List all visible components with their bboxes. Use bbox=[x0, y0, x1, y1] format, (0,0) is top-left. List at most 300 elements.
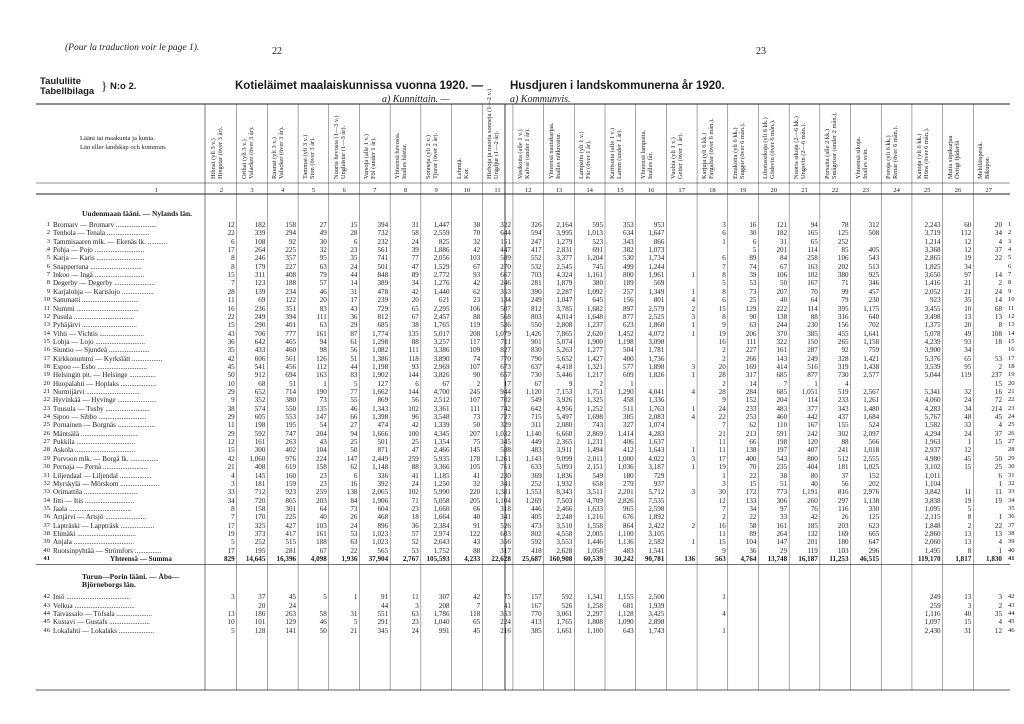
data-cell: 66 bbox=[350, 413, 358, 422]
data-cell: 34 bbox=[749, 504, 757, 513]
data-cell: 2 bbox=[599, 379, 603, 388]
data-cell: 37 bbox=[994, 246, 1002, 255]
table-row bbox=[0, 488, 1024, 496]
data-cell: 513 bbox=[868, 262, 880, 271]
data-cell: 400 bbox=[745, 454, 757, 463]
data-cell: 63 bbox=[319, 321, 327, 330]
data-cell: 244 bbox=[776, 321, 788, 330]
table-row bbox=[0, 221, 1024, 229]
data-cell: 712 bbox=[254, 488, 266, 497]
column-header: Tammat (yli 3 v.) Ston (över 3 år). bbox=[302, 134, 317, 179]
data-cell: 609 bbox=[623, 371, 634, 380]
data-cell: 42 bbox=[411, 287, 419, 296]
data-cell: 1,765 bbox=[556, 618, 573, 627]
data-cell: 10 bbox=[227, 379, 235, 388]
data-cell: 23 bbox=[350, 246, 358, 255]
data-cell: 499 bbox=[623, 262, 634, 271]
data-cell: 1,963 bbox=[924, 438, 941, 447]
data-cell: 291 bbox=[377, 618, 389, 627]
data-cell: 50 bbox=[994, 454, 1002, 463]
data-cell: 234 bbox=[285, 287, 297, 296]
data-cell: 1,138 bbox=[863, 496, 880, 505]
data-cell: 412 bbox=[623, 446, 634, 455]
data-cell: 561 bbox=[285, 354, 297, 363]
data-cell: 112 bbox=[960, 229, 972, 238]
data-cell: 14 bbox=[350, 279, 358, 288]
data-cell: 319 bbox=[837, 362, 849, 371]
data-cell: 135 bbox=[316, 404, 327, 413]
data-cell: 90 bbox=[473, 371, 481, 380]
data-cell: 281 bbox=[530, 279, 542, 288]
data-cell: 129 bbox=[745, 304, 757, 313]
column-number: 12 bbox=[524, 187, 532, 194]
table-row bbox=[0, 610, 1024, 618]
data-cell: 129 bbox=[285, 618, 297, 627]
data-cell: 67 bbox=[534, 379, 542, 388]
row-number-right: 33 bbox=[1008, 488, 1015, 496]
municipality-name: Vihti — Vichtis ......................... bbox=[53, 329, 144, 338]
data-cell: 3,511 bbox=[587, 488, 603, 497]
data-cell: 1,136 bbox=[617, 538, 634, 547]
data-cell: 72 bbox=[994, 396, 1002, 405]
data-cell: 77 bbox=[350, 388, 358, 396]
data-cell: 37 bbox=[994, 429, 1002, 438]
data-cell: 761 bbox=[500, 463, 511, 472]
municipality-name: Iitti — Itis ............................ bbox=[53, 496, 135, 505]
data-cell: 5 bbox=[353, 379, 358, 388]
data-cell: 163 bbox=[807, 262, 818, 271]
table-row bbox=[0, 455, 1024, 463]
municipality-name: Huopalahti — Hoplaks .................... bbox=[53, 379, 157, 388]
data-cell: 483 bbox=[776, 404, 788, 413]
data-cell: 259 bbox=[316, 488, 327, 497]
data-cell: 15 bbox=[749, 479, 757, 488]
data-cell: 380 bbox=[837, 271, 849, 280]
data-cell: 74 bbox=[749, 262, 757, 271]
data-cell: 249 bbox=[530, 296, 542, 305]
data-cell: 52 bbox=[411, 538, 419, 547]
data-cell: 330 bbox=[868, 504, 880, 513]
data-cell: 53 bbox=[994, 354, 1002, 363]
data-cell: 5 bbox=[231, 626, 235, 635]
data-cell: 4 bbox=[691, 296, 696, 305]
data-cell: 561 bbox=[377, 246, 389, 255]
row-number-right: 26 bbox=[1008, 429, 1015, 437]
data-cell: 67 bbox=[780, 262, 788, 271]
data-cell: 4,558 bbox=[556, 529, 573, 538]
data-cell: 1,421 bbox=[863, 354, 880, 363]
data-cell: 1,643 bbox=[648, 446, 665, 455]
data-cell: 691 bbox=[592, 246, 603, 255]
data-cell: 12 bbox=[994, 626, 1002, 635]
data-cell: 188 bbox=[285, 279, 297, 288]
data-cell: 483 bbox=[623, 546, 634, 555]
data-cell: 2,628 bbox=[556, 546, 573, 555]
data-cell: 2,052 bbox=[924, 287, 941, 296]
data-cell: 3,553 bbox=[556, 538, 573, 547]
data-cell: 63 bbox=[411, 610, 419, 619]
data-cell: 4,700 bbox=[433, 388, 450, 396]
data-cell: 2 bbox=[722, 354, 726, 363]
row-number-right: 21 bbox=[1008, 388, 1015, 395]
row-number-right: 41 bbox=[1008, 555, 1015, 562]
row-number-right: 12 bbox=[1008, 312, 1015, 320]
data-cell: 382 bbox=[623, 246, 634, 255]
data-cell: 3,098 bbox=[648, 337, 665, 346]
data-cell: 227 bbox=[745, 346, 757, 355]
row-number-right: 28 bbox=[1008, 446, 1015, 454]
data-cell: 385 bbox=[623, 413, 634, 422]
data-cell: 1,898 bbox=[648, 362, 665, 371]
row-number-right: 30 bbox=[1008, 463, 1015, 471]
data-cell: 15 bbox=[964, 618, 972, 627]
data-cell: 15 bbox=[718, 538, 726, 547]
data-cell: 3,455 bbox=[924, 304, 941, 313]
municipality-name: Jaala ................................... bbox=[53, 504, 132, 513]
data-cell: 427 bbox=[285, 521, 297, 530]
data-cell: 84 bbox=[350, 496, 358, 505]
table-row bbox=[0, 480, 1024, 488]
data-cell: 3,995 bbox=[556, 229, 573, 238]
row-number: 18 bbox=[43, 362, 50, 370]
data-cell: 20 bbox=[994, 221, 1002, 229]
data-cell: 658 bbox=[592, 479, 603, 488]
data-cell: 2 bbox=[691, 521, 696, 530]
data-cell: 36 bbox=[227, 337, 235, 346]
municipality-name: Helsingin pit. — Helsinge ............... bbox=[53, 371, 156, 380]
data-cell: 46 bbox=[319, 618, 327, 627]
data-cell: 125 bbox=[868, 513, 880, 522]
stub-header-sv: Län eller landskap och kommun. bbox=[80, 144, 167, 151]
data-cell: 1,161 bbox=[587, 271, 603, 280]
data-cell: 1,736 bbox=[648, 354, 665, 363]
row-number-right: 32 bbox=[1008, 479, 1015, 487]
data-cell: 42 bbox=[411, 421, 419, 430]
data-cell: 22 bbox=[749, 513, 757, 522]
column-number: 27 bbox=[985, 187, 992, 194]
data-cell: 7 bbox=[722, 504, 726, 513]
data-cell: 1,032 bbox=[494, 429, 511, 438]
table-row bbox=[0, 305, 1024, 313]
data-cell: 204 bbox=[776, 396, 788, 405]
data-cell: 449 bbox=[530, 438, 542, 447]
data-cell: 1,743 bbox=[648, 626, 665, 635]
data-cell: 73 bbox=[350, 504, 358, 513]
data-cell: 78 bbox=[841, 221, 849, 229]
data-cell: 4 bbox=[691, 413, 696, 422]
data-cell: 2 bbox=[722, 346, 726, 355]
data-cell: 3,911 bbox=[556, 446, 573, 455]
data-cell: 1,051 bbox=[801, 388, 818, 396]
data-cell: 345 bbox=[500, 438, 511, 447]
table-row bbox=[0, 396, 1024, 404]
row-number: 29 bbox=[43, 454, 50, 462]
data-cell: 1 bbox=[691, 287, 696, 296]
data-cell: 592 bbox=[561, 593, 573, 602]
municipality-name: Lohja — Lojo ............................ bbox=[53, 337, 146, 346]
data-cell: 1,013 bbox=[587, 229, 603, 238]
data-cell: 2,430 bbox=[924, 626, 941, 635]
data-cell: 1,298 bbox=[372, 337, 389, 346]
row-number-right: 4 bbox=[1008, 246, 1012, 254]
data-cell: 7,153 bbox=[556, 388, 573, 396]
data-cell: 55 bbox=[350, 396, 358, 405]
data-cell: 1,808 bbox=[587, 618, 603, 627]
data-cell: 7,865 bbox=[556, 329, 573, 338]
municipality-name: Pusula .................................. bbox=[53, 312, 134, 321]
data-cell: 1,158 bbox=[863, 337, 880, 346]
data-cell: 405 bbox=[530, 513, 542, 522]
municipality-name: Pornainen — Borgnäs ..................... bbox=[53, 421, 155, 430]
data-cell: 17 bbox=[227, 546, 235, 555]
data-cell: 1,892 bbox=[648, 513, 665, 522]
table-row bbox=[0, 330, 1024, 338]
data-cell: 1,079 bbox=[494, 329, 511, 338]
data-cell: 128 bbox=[254, 626, 266, 635]
data-cell: 1,932 bbox=[556, 479, 573, 488]
data-cell: 2,466 bbox=[433, 446, 450, 455]
data-cell: 190 bbox=[316, 388, 327, 396]
table-row bbox=[0, 313, 1024, 321]
row-number-right: 23 bbox=[1008, 404, 1015, 412]
column-number: 15 bbox=[617, 187, 624, 194]
data-cell: 3 bbox=[691, 362, 696, 371]
data-cell: 40 bbox=[780, 296, 788, 305]
data-cell: 252 bbox=[530, 479, 542, 488]
data-cell: 23 bbox=[473, 296, 481, 305]
data-cell: 871 bbox=[377, 446, 389, 455]
data-cell: 47 bbox=[411, 446, 419, 455]
data-cell: 4 bbox=[998, 538, 1002, 547]
data-cell: 2,287 bbox=[556, 287, 573, 296]
data-cell: 2,295 bbox=[433, 304, 450, 313]
data-cell: 64 bbox=[319, 504, 327, 513]
data-cell: 385 bbox=[530, 626, 542, 635]
data-cell: 36 bbox=[350, 312, 358, 321]
data-cell: 20 bbox=[718, 362, 726, 371]
data-cell: 577 bbox=[623, 362, 634, 371]
data-cell: 1,279 bbox=[556, 237, 573, 246]
data-cell: 33 bbox=[227, 488, 235, 497]
data-cell: 1 bbox=[722, 471, 726, 480]
table-row bbox=[0, 421, 1024, 429]
data-cell: 1,011 bbox=[924, 471, 941, 480]
data-cell: 15 bbox=[718, 304, 726, 313]
data-cell: 60 bbox=[964, 221, 972, 229]
municipality-name: Nummi ................................... bbox=[53, 304, 139, 313]
data-cell: 8 bbox=[967, 546, 972, 555]
data-cell: 460 bbox=[285, 346, 297, 355]
data-cell: 270 bbox=[500, 262, 511, 271]
data-cell: 34 bbox=[411, 279, 419, 288]
data-cell: 591 bbox=[776, 429, 788, 438]
municipality-name: Artjärvi — Artsjö ....................... bbox=[53, 513, 147, 522]
data-cell: 253 bbox=[745, 413, 757, 422]
data-cell: 42 bbox=[810, 513, 818, 522]
data-cell: 3,719 bbox=[924, 229, 941, 238]
data-cell: 76 bbox=[810, 504, 818, 513]
data-cell: 15 bbox=[350, 221, 358, 229]
data-cell: 812 bbox=[377, 312, 389, 321]
row-number: 46 bbox=[43, 626, 50, 634]
data-cell: 1,277 bbox=[587, 346, 603, 355]
data-cell: 2,080 bbox=[556, 421, 573, 430]
data-cell: 4,324 bbox=[556, 271, 573, 280]
data-cell: 32 bbox=[473, 479, 481, 488]
data-cell: 1,751 bbox=[587, 388, 603, 396]
data-cell: 1,830 bbox=[986, 555, 1002, 563]
data-cell: 1,023 bbox=[372, 538, 389, 547]
data-cell: 14 bbox=[994, 296, 1002, 305]
data-cell: 4,022 bbox=[648, 454, 665, 463]
data-cell: 1,848 bbox=[924, 521, 941, 530]
translation-note: (Pour la traduction voir le page 1). bbox=[65, 43, 200, 53]
data-cell: 1,698 bbox=[587, 413, 603, 422]
data-cell: 99 bbox=[841, 287, 849, 296]
table-row bbox=[0, 522, 1024, 530]
data-cell: 1,664 bbox=[433, 513, 450, 522]
data-cell: 28 bbox=[350, 229, 358, 238]
data-cell: 7 bbox=[231, 279, 235, 288]
row-number: 10 bbox=[43, 296, 50, 304]
data-cell: 623 bbox=[868, 521, 880, 530]
data-cell: 2,512 bbox=[433, 396, 450, 405]
data-cell: 126 bbox=[316, 354, 327, 363]
data-cell: 103 bbox=[469, 254, 481, 263]
data-cell: 657 bbox=[500, 371, 511, 380]
data-cell: 79 bbox=[319, 271, 327, 280]
data-cell: 1,354 bbox=[433, 438, 450, 447]
data-cell: 4,014 bbox=[556, 312, 573, 321]
data-cell: 1,276 bbox=[433, 279, 450, 288]
data-cell: 156 bbox=[623, 296, 634, 305]
data-cell: 13 bbox=[994, 529, 1002, 538]
data-cell: 642 bbox=[254, 337, 266, 346]
data-cell: 236 bbox=[254, 304, 266, 313]
section-title: Turun—Porin lääni. — Åbo—Björneborgs län. bbox=[82, 572, 180, 590]
data-cell: 803 bbox=[530, 312, 542, 321]
data-cell: 22 bbox=[994, 521, 1002, 530]
data-cell: 105 bbox=[469, 463, 481, 472]
data-cell: 2,559 bbox=[433, 229, 450, 238]
data-cell: 1,900 bbox=[587, 337, 603, 346]
data-cell: 207 bbox=[776, 287, 788, 296]
data-cell: 11 bbox=[718, 438, 726, 447]
data-cell: 50 bbox=[350, 446, 358, 455]
data-cell: 161 bbox=[776, 346, 788, 355]
data-cell: 80 bbox=[810, 471, 818, 480]
row-number-right: 14 bbox=[1008, 329, 1015, 337]
data-cell: 144 bbox=[408, 388, 419, 396]
data-cell: 3,368 bbox=[924, 246, 941, 255]
municipality-name: Elimäki ................................. bbox=[53, 529, 136, 538]
data-cell: 516 bbox=[807, 362, 818, 371]
data-cell: 1,073 bbox=[648, 246, 665, 255]
data-cell: 4 bbox=[691, 388, 696, 396]
data-cell: 747 bbox=[285, 429, 297, 438]
table-row bbox=[0, 271, 1024, 279]
data-cell: 1,074 bbox=[648, 421, 665, 430]
data-cell: 107 bbox=[469, 362, 481, 371]
column-number: 10 bbox=[463, 187, 471, 194]
data-cell: 896 bbox=[377, 521, 389, 530]
data-cell: 2,201 bbox=[617, 488, 634, 497]
data-cell: 222 bbox=[776, 304, 788, 313]
data-cell: 801 bbox=[653, 296, 665, 305]
row-number-right: 34 bbox=[1008, 496, 1015, 504]
data-cell: 58 bbox=[411, 229, 419, 238]
data-cell: 34 bbox=[994, 229, 1002, 238]
data-cell: 74 bbox=[473, 354, 481, 363]
data-cell: 111 bbox=[746, 337, 757, 346]
data-cell: 1,198 bbox=[617, 337, 634, 346]
data-cell: 2,567 bbox=[863, 388, 880, 396]
table-row bbox=[0, 371, 1024, 379]
data-cell: 322 bbox=[776, 337, 788, 346]
data-cell: 603 bbox=[500, 529, 511, 538]
data-cell: 198 bbox=[254, 421, 266, 430]
data-cell: 182 bbox=[776, 229, 788, 238]
data-cell: 241 bbox=[837, 446, 849, 455]
data-cell: 8,343 bbox=[556, 488, 573, 497]
data-cell: 524 bbox=[868, 421, 880, 430]
data-cell: 405 bbox=[868, 246, 880, 255]
row-number: 31 bbox=[43, 471, 50, 479]
data-cell: 1,060 bbox=[249, 454, 266, 463]
data-cell: 42 bbox=[473, 593, 481, 602]
data-cell: 7,535 bbox=[648, 496, 665, 505]
data-cell: 351 bbox=[285, 304, 297, 313]
data-cell: 1,763 bbox=[648, 404, 665, 413]
data-cell: 14 bbox=[994, 271, 1002, 280]
table-row bbox=[0, 296, 1024, 304]
data-cell: 1,100 bbox=[617, 529, 634, 538]
data-cell: 167 bbox=[807, 421, 818, 430]
data-cell: 5,263 bbox=[556, 346, 573, 355]
data-cell: 32 bbox=[964, 388, 972, 396]
data-cell: 202 bbox=[837, 262, 849, 271]
data-cell: 1,666 bbox=[372, 429, 389, 438]
data-cell: 62 bbox=[350, 463, 358, 472]
column-number: 4 bbox=[281, 187, 285, 194]
data-cell: 89 bbox=[749, 529, 757, 538]
column-header: Varsoja (alle 1 v.) Föl (under 1 år). bbox=[363, 133, 378, 179]
title-finnish: Kotieläimet maalaiskunnissa vuonna 1920. — bbox=[235, 80, 483, 92]
row-number: 25 bbox=[43, 421, 50, 429]
data-cell: 3,900 bbox=[924, 346, 941, 355]
data-cell: 1,886 bbox=[433, 246, 450, 255]
data-cell: 4,294 bbox=[924, 429, 941, 438]
data-cell: 41 bbox=[503, 601, 511, 610]
data-cell: 185 bbox=[807, 521, 818, 530]
data-cell: 31 bbox=[780, 237, 788, 246]
data-cell: 2 bbox=[998, 601, 1002, 610]
data-cell: 341 bbox=[500, 479, 511, 488]
data-cell: 157 bbox=[530, 593, 542, 602]
data-cell: 1 bbox=[814, 379, 818, 388]
municipality-name: Kirkkonummi — Kyrkslätt ................. bbox=[53, 354, 163, 363]
data-cell: 1,826 bbox=[648, 371, 665, 380]
data-cell: 70 bbox=[473, 229, 481, 238]
column-header: Yhteensä sikoja. Inalles svin. bbox=[854, 136, 869, 179]
data-cell: 69 bbox=[258, 296, 266, 305]
data-cell: 2,598 bbox=[648, 504, 665, 513]
data-cell: 23 bbox=[319, 479, 327, 488]
data-cell: 25,687 bbox=[522, 555, 542, 563]
data-cell: 161 bbox=[254, 438, 266, 447]
data-cell: 1,143 bbox=[525, 454, 542, 463]
data-cell: 92 bbox=[841, 346, 849, 355]
